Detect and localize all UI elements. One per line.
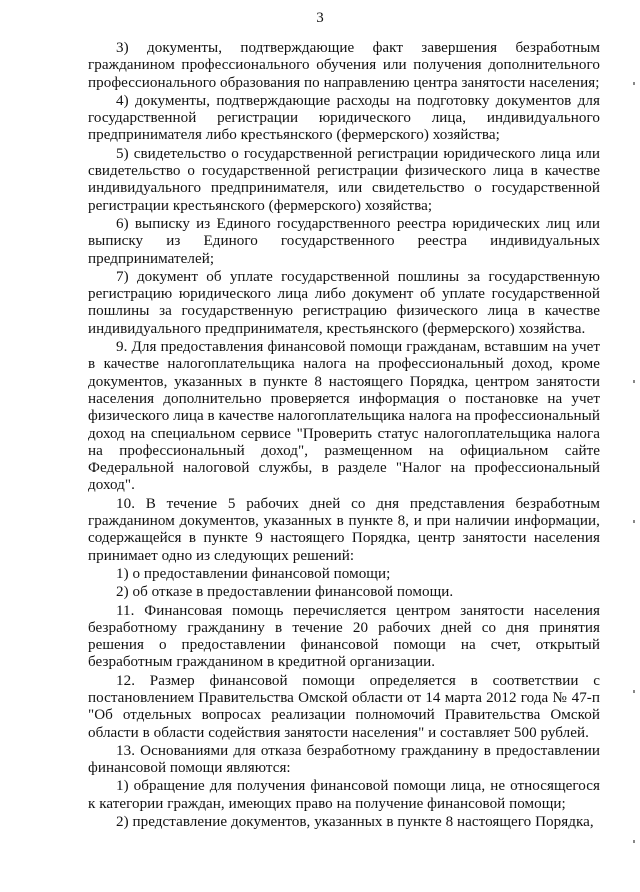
paragraph-item-3: 3) документы, подтверждающие факт завершения безработным гражданином профессионального обучения или получения дополнительного профессионального образования по направлению центра занятости населения;: [88, 40, 600, 91]
paragraph-decision-1: 1) о предоставлении финансовой помощи;: [116, 565, 391, 582]
paragraph-item-5: 5) свидетельство о государственной регистрации юридического лица или свидетельство о государственной регистрации физического лица в качестве индивидуального предпринимателя, или свидетельство о государственной регистрации крестьянского (фермерского) хозяйства;: [88, 145, 600, 214]
paragraph-item-7: 7) документ об уплате государственной пошлины за государственную регистрацию юридического лица либо документ об уплате государственной пошлины за государственную регистрацию физического лица в качестве индивидуального предпринимателя, крестьянского (фермерского) хозяйства.: [88, 268, 600, 337]
paragraph-clause-11: 11. Финансовая помощь перечисляется центром занятости населения безработному гражданину в течение 20 рабочих дней со дня принятия решения о предоставлении финансовой помощи на счет, открытый безработным гражданином в кредитной организации.: [88, 602, 600, 671]
paragraph-clause-9: 9. Для предоставления финансовой помощи гражданам, вставшим на учет в качестве налогоплательщика налога на профессиональный доход, кроме документов, указанных в пункте 8 настоящего Порядка, центром занятости населения дополнительно проверяется информация о постановке на учет физического лица в качестве налогоплательщика налога на профессиональный доход на специальном сервисе "Проверить статус налогоплательщика налога на профессиональный доход", размещенном на официальном сайте Федеральной налоговой службы, в разделе "Налог на профессиональный доход".: [88, 339, 600, 494]
paragraph-clause-13: 13. Основаниями для отказа безработному гражданину в предоставлении финансовой помощи являются:: [88, 742, 600, 777]
paragraph-item-4: 4) документы, подтверждающие расходы на подготовку документов для государственной регистрации юридического лица, индивидуального предпринимателя либо крестьянского (фермерского) хозяйства;: [88, 92, 600, 144]
paragraph-clause-12: 12. Размер финансовой помощи определяется в соответствии с постановлением Правительства Омской области от 14 марта 2012 года № 47-п "Об отдельных вопросах реализации полномочий Правительства Омской области в области содействия занятости населения" и составляет 500 рублей.: [88, 672, 600, 741]
scan-edge-marks: [633, 0, 636, 892]
paragraph-item-6: 6) выписку из Единого государственного реестра юридических лиц или выписку из Единого государственного реестра индивидуальных предпринимателей;: [88, 215, 600, 267]
paragraph-refusal-2: 2) представление документов, указанных в пункте 8 настоящего Порядка,: [116, 814, 594, 831]
page-number: 3: [316, 10, 324, 26]
paragraph-decision-2: 2) об отказе в предоставлении финансовой помощи.: [116, 584, 454, 601]
paragraph-clause-10: 10. В течение 5 рабочих дней со дня представления безработным гражданином документов, указанных в пункте 8, и при наличии информации, содержащейся в пункте 9 настоящего Порядка, центр занятости населения принимает одно из следующих решений:: [88, 495, 600, 564]
paragraph-refusal-1: 1) обращение для получения финансовой помощи лица, не относящегося к категории граждан, имеющих право на получение финансовой помощи;: [88, 778, 600, 812]
